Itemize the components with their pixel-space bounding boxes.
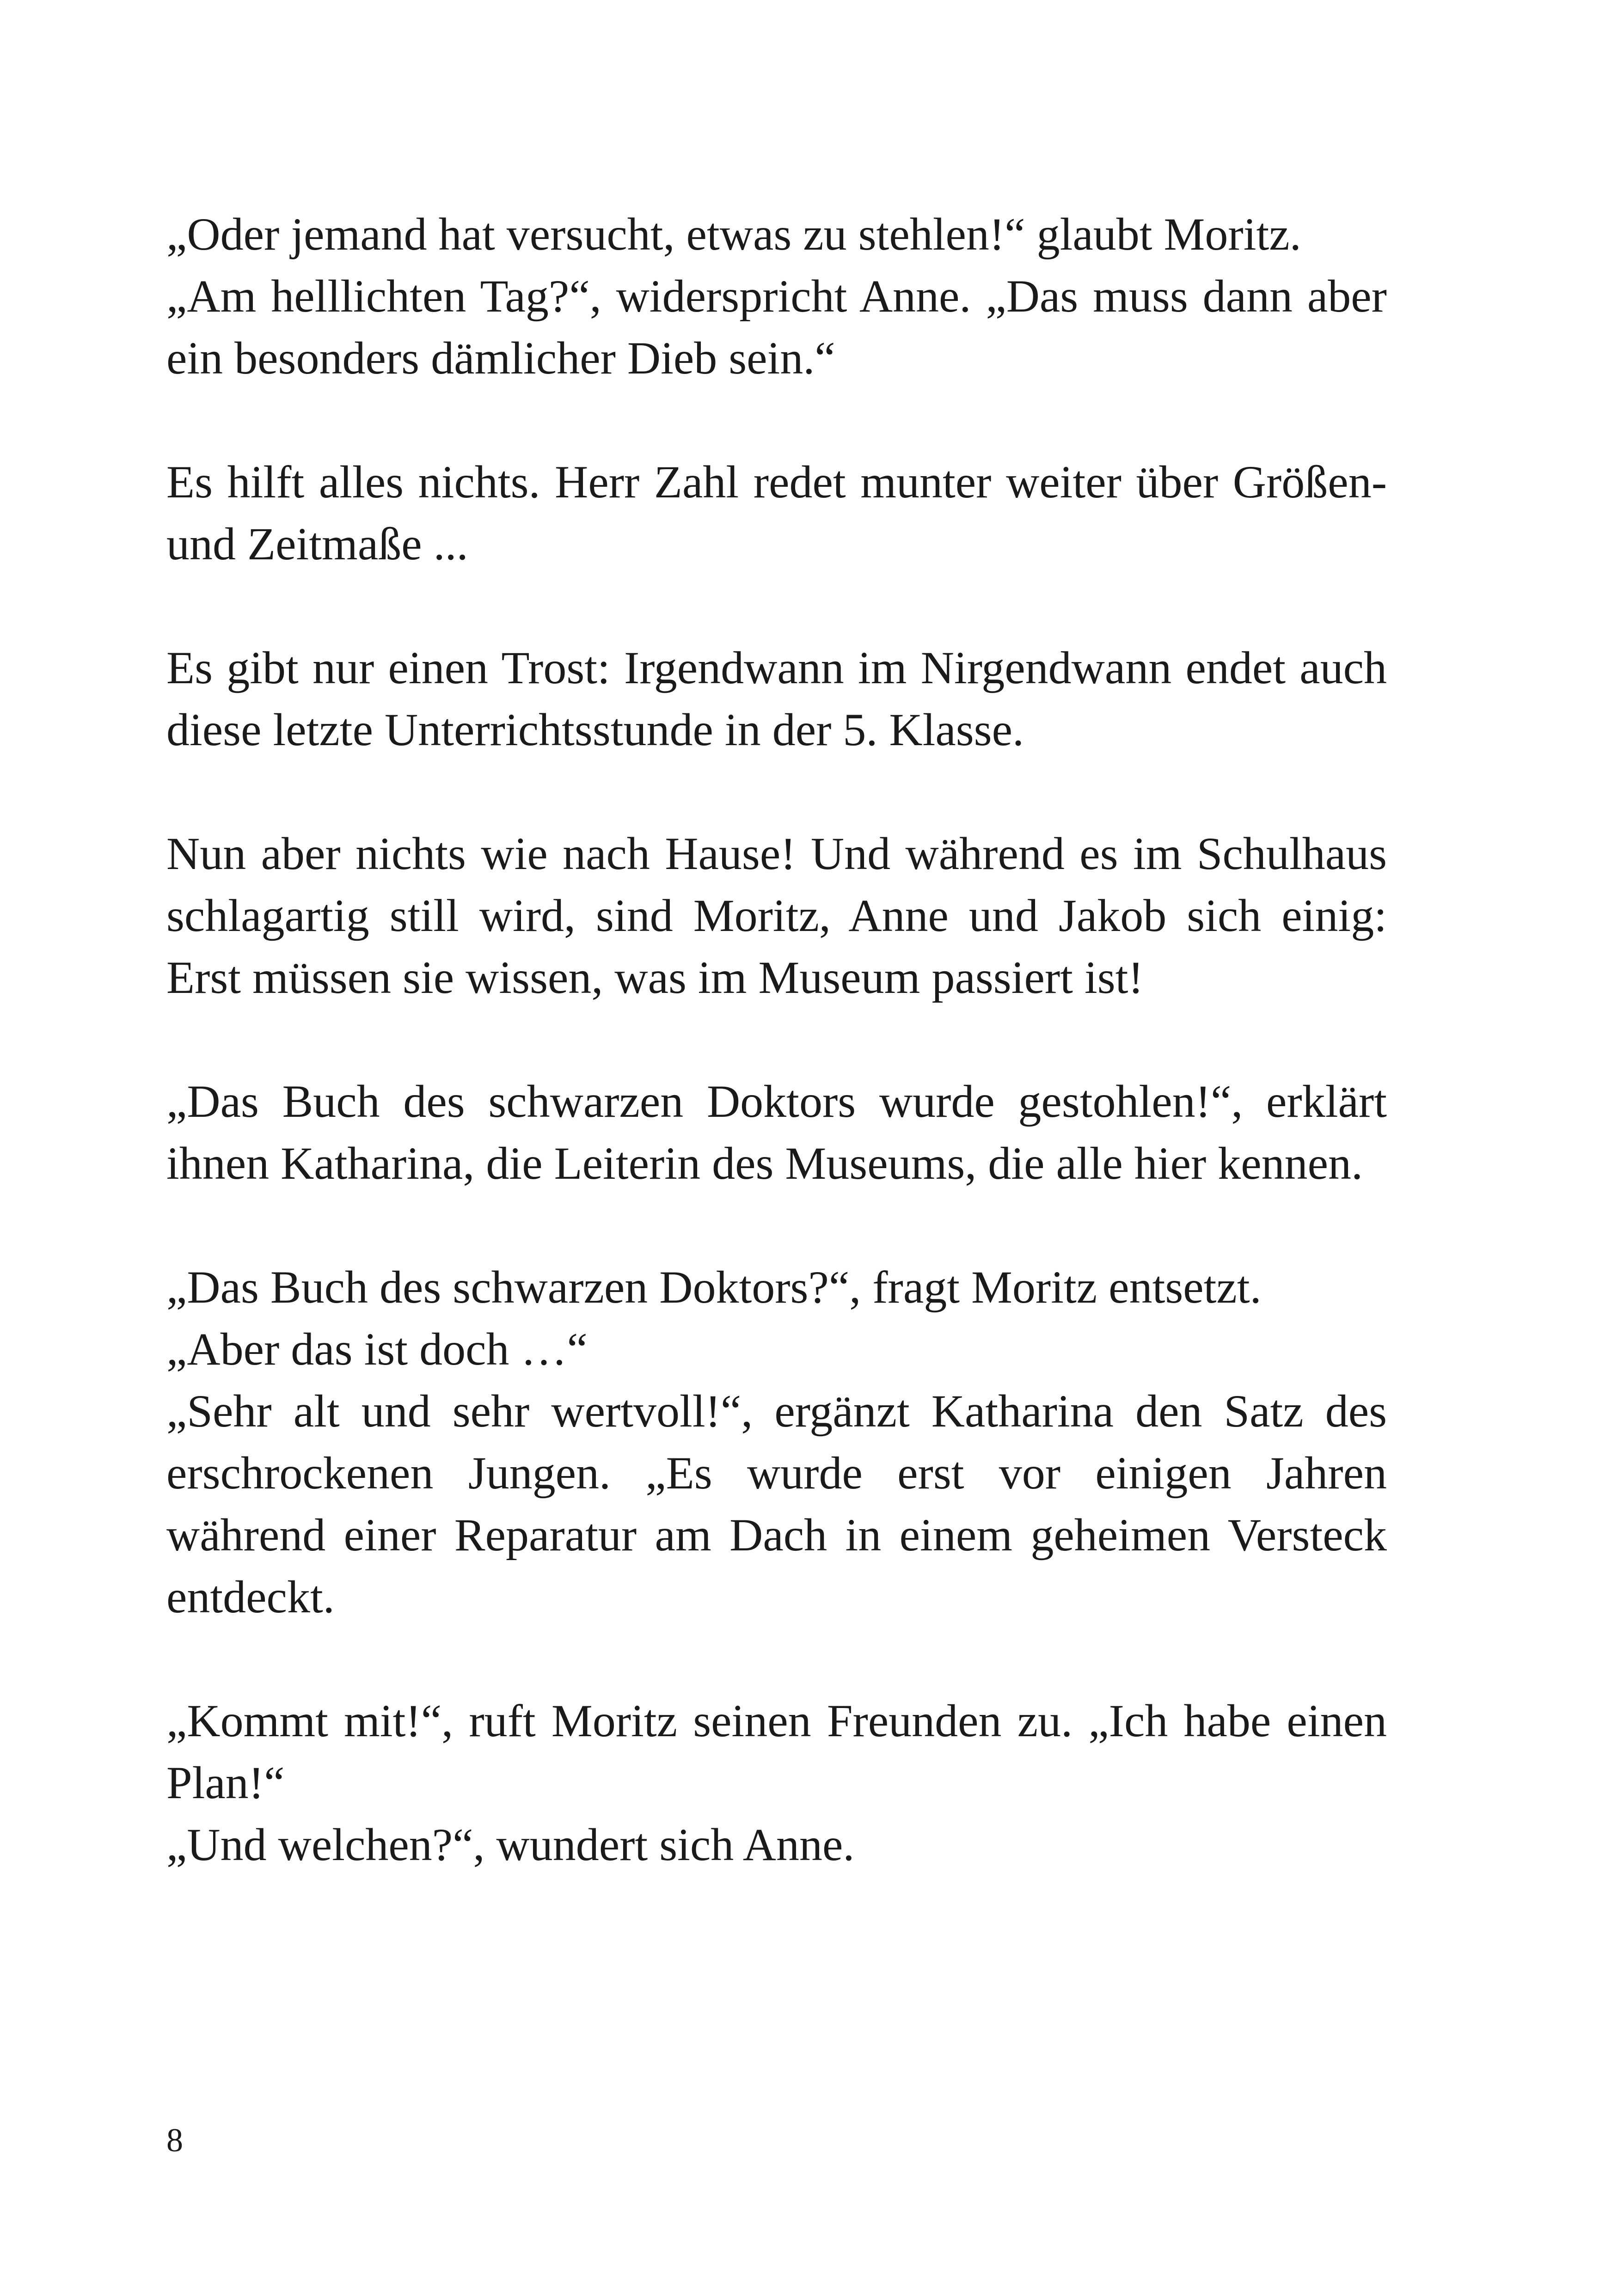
text-line: „Aber das ist doch …“ <box>166 1323 588 1375</box>
paragraph-3 <box>166 637 1387 761</box>
text-line: Es gibt nur einen Trost: Irgendwann im Nirgendwann endet auch diese letzte Unterrichtsstunde in der 5. Klasse. <box>166 642 1387 755</box>
paragraph-4 <box>166 823 1387 1009</box>
text-line: Es hilft alles nichts. Herr Zahl redet munter weiter über Größen- und Zeitmaße ... <box>166 456 1387 569</box>
text-line: „Das Buch des schwarzen Doktors wurde gestohlen!“, erklärt ihnen Katharina, die Leiterin des Museums, die alle hier kennen. <box>166 1076 1387 1189</box>
text-line: „Sehr alt und sehr wertvoll!“, ergänzt Katharina den Satz des erschrockenen Jungen. „Es wurde erst vor einigen Jahren während einer Reparatur am Dach in einem geheimen Versteck entdeckt. <box>166 1385 1387 1623</box>
text-line: „Oder jemand hat versucht, etwas zu stehlen!“ glaubt Moritz. <box>166 208 1301 260</box>
paragraph-1 <box>166 203 1387 389</box>
text-line: „Und welchen?“, wundert sich Anne. <box>166 1819 855 1870</box>
text-line: „Das Buch des schwarzen Doktors?“, fragt Moritz entsetzt. <box>166 1261 1262 1313</box>
page-number: 8 <box>166 2122 183 2159</box>
text-line: „Am helllichten Tag?“, widerspricht Anne. „Das muss dann aber ein besonders dämlicher Dieb sein.“ <box>166 270 1387 384</box>
text-line: Nun aber nichts wie nach Hause! Und während es im Schulhaus schlagartig still wird, sind Moritz, Anne und Jakob sich einig: Erst müssen sie wissen, was im Museum passiert ist! <box>166 828 1387 1003</box>
body-text <box>166 203 1387 1876</box>
paragraph-7 <box>166 1690 1387 1876</box>
paragraph-2 <box>166 451 1387 575</box>
text-line: „Kommt mit!“, ruft Moritz seinen Freunden zu. „Ich habe einen Plan!“ <box>166 1695 1387 1808</box>
paragraph-5 <box>166 1071 1387 1194</box>
paragraph-6 <box>166 1256 1387 1628</box>
